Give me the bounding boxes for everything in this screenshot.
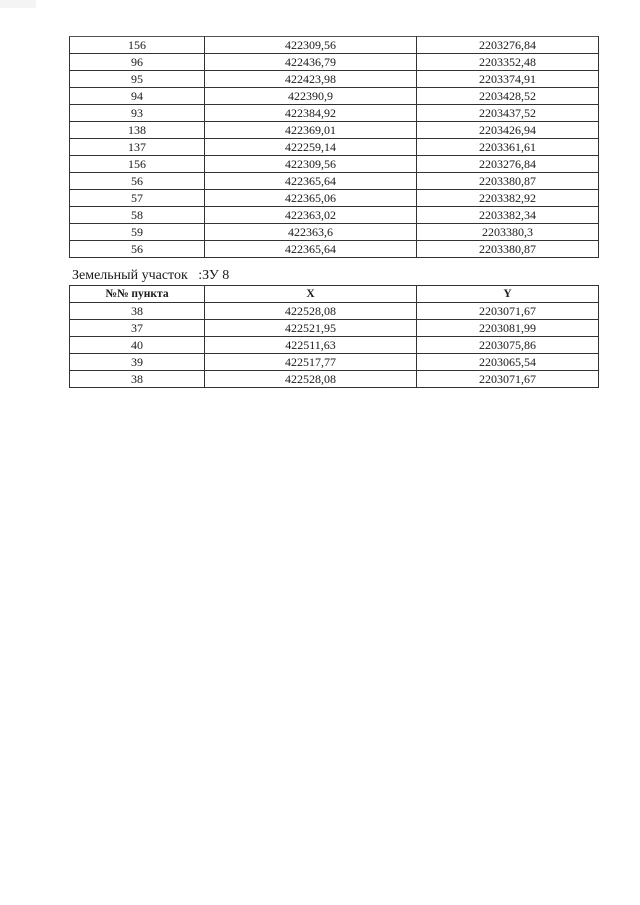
x-header: X xyxy=(205,286,417,303)
y-coordinate-cell: 2203426,94 xyxy=(417,122,599,139)
point-number-cell: 138 xyxy=(70,122,205,139)
table-row xyxy=(70,173,599,190)
y-coordinate-cell: 2203081,99 xyxy=(417,320,599,337)
point-number-cell: 59 xyxy=(70,224,205,241)
land-plot-heading: Земельный участок :ЗУ 8 xyxy=(72,268,230,283)
y-coordinate-cell: 2203374,91 xyxy=(417,71,599,88)
table-row xyxy=(70,54,599,71)
table-row xyxy=(70,320,599,337)
y-coordinate-cell: 2203276,84 xyxy=(417,37,599,54)
x-coordinate-cell: 422423,98 xyxy=(205,71,417,88)
point-number-cell: 58 xyxy=(70,207,205,224)
x-coordinate-cell: 422528,08 xyxy=(205,371,417,388)
point-number-cell: 93 xyxy=(70,105,205,122)
table-row xyxy=(70,303,599,320)
x-coordinate-cell: 422365,64 xyxy=(205,241,417,258)
x-coordinate-cell: 422259,14 xyxy=(205,139,417,156)
table-row xyxy=(70,122,599,139)
point-number-cell: 94 xyxy=(70,88,205,105)
point-number-cell: 38 xyxy=(70,371,205,388)
point-number-cell: 95 xyxy=(70,71,205,88)
point-number-cell: 40 xyxy=(70,337,205,354)
x-coordinate-cell: 422309,56 xyxy=(205,156,417,173)
table-row xyxy=(70,156,599,173)
x-coordinate-cell: 422365,06 xyxy=(205,190,417,207)
x-coordinate-cell: 422517,77 xyxy=(205,354,417,371)
point-number-cell: 56 xyxy=(70,241,205,258)
table-row xyxy=(70,88,599,105)
table-row xyxy=(70,190,599,207)
point-number-cell: 156 xyxy=(70,156,205,173)
x-coordinate-cell: 422390,9 xyxy=(205,88,417,105)
table-row xyxy=(70,354,599,371)
table-row xyxy=(70,224,599,241)
point-number-cell: 137 xyxy=(70,139,205,156)
point-number-cell: 56 xyxy=(70,173,205,190)
point-number-cell: 39 xyxy=(70,354,205,371)
y-header: Y xyxy=(417,286,599,303)
y-coordinate-cell: 2203380,87 xyxy=(417,173,599,190)
x-coordinate-cell: 422436,79 xyxy=(205,54,417,71)
table-row xyxy=(70,71,599,88)
y-coordinate-cell: 2203437,52 xyxy=(417,105,599,122)
y-coordinate-cell: 2203276,84 xyxy=(417,156,599,173)
table-row xyxy=(70,371,599,388)
x-coordinate-cell: 422309,56 xyxy=(205,37,417,54)
x-coordinate-cell: 422365,64 xyxy=(205,173,417,190)
x-coordinate-cell: 422521,95 xyxy=(205,320,417,337)
x-coordinate-cell: 422528,08 xyxy=(205,303,417,320)
x-coordinate-cell: 422363,6 xyxy=(205,224,417,241)
y-coordinate-cell: 2203065,54 xyxy=(417,354,599,371)
table-row xyxy=(70,139,599,156)
table-header-row xyxy=(70,286,599,303)
coordinates-table-plot-8 xyxy=(69,285,599,388)
scan-artifact xyxy=(0,0,36,8)
table-row xyxy=(70,241,599,258)
y-coordinate-cell: 2203071,67 xyxy=(417,303,599,320)
y-coordinate-cell: 2203071,67 xyxy=(417,371,599,388)
y-coordinate-cell: 2203382,34 xyxy=(417,207,599,224)
x-coordinate-cell: 422511,63 xyxy=(205,337,417,354)
table-row xyxy=(70,337,599,354)
x-coordinate-cell: 422384,92 xyxy=(205,105,417,122)
coordinates-table-continued xyxy=(69,36,599,258)
y-coordinate-cell: 2203352,48 xyxy=(417,54,599,71)
y-coordinate-cell: 2203361,61 xyxy=(417,139,599,156)
x-coordinate-cell: 422369,01 xyxy=(205,122,417,139)
point-number-cell: 37 xyxy=(70,320,205,337)
point-number-cell: 156 xyxy=(70,37,205,54)
table-row xyxy=(70,37,599,54)
y-coordinate-cell: 2203428,52 xyxy=(417,88,599,105)
point-number-cell: 38 xyxy=(70,303,205,320)
point-number-cell: 96 xyxy=(70,54,205,71)
point-number-header: №№ пункта xyxy=(70,286,205,303)
y-coordinate-cell: 2203380,3 xyxy=(417,224,599,241)
x-coordinate-cell: 422363,02 xyxy=(205,207,417,224)
point-number-cell: 57 xyxy=(70,190,205,207)
y-coordinate-cell: 2203382,92 xyxy=(417,190,599,207)
table-row xyxy=(70,207,599,224)
y-coordinate-cell: 2203380,87 xyxy=(417,241,599,258)
y-coordinate-cell: 2203075,86 xyxy=(417,337,599,354)
table-row xyxy=(70,105,599,122)
